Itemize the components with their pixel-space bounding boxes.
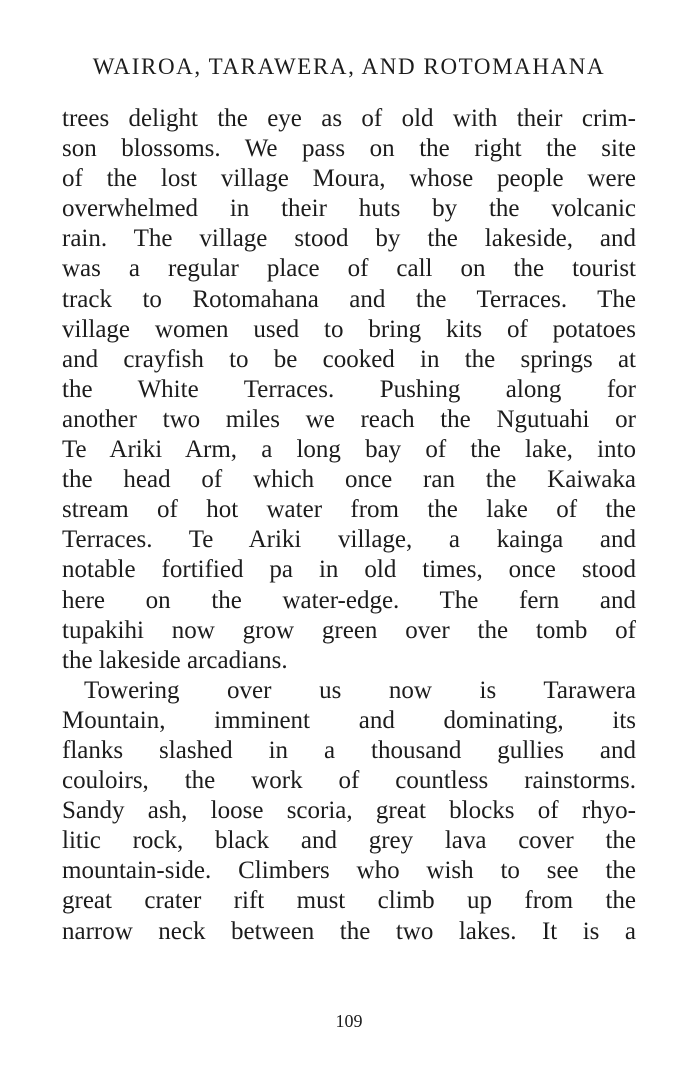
text-line: litic rock, black and grey lava cover the bbox=[62, 827, 636, 855]
running-head: WAIROA, TARAWERA, AND ROTOMAHANA bbox=[92, 54, 606, 79]
text-line: narrow neck between the two lakes. It is a bbox=[62, 917, 636, 945]
text-line: trees delight the eye as of old with their crim- bbox=[62, 105, 636, 132]
body-text bbox=[62, 104, 636, 947]
text-line: Mountain, imminent and dominating, its bbox=[62, 706, 636, 734]
text-line: was a regular place of call on the tourist bbox=[62, 255, 636, 283]
text-line: the lakeside arcadians. bbox=[62, 646, 288, 674]
text-line: mountain-side. Climbers who wish to see the bbox=[62, 857, 636, 885]
text-line: track to Rotomahana and the Terraces. The bbox=[62, 285, 636, 313]
paragraph bbox=[62, 104, 636, 676]
text-line: notable fortified pa in old times, once stood bbox=[62, 556, 636, 584]
text-line: rain. The village stood by the lakeside, and bbox=[62, 225, 636, 253]
text-line: Te Ariki Arm, a long bay of the lake, into bbox=[62, 436, 636, 464]
text-line: the White Terraces. Pushing along for bbox=[62, 375, 636, 403]
text-line: stream of hot water from the lake of the bbox=[62, 496, 636, 524]
book-page bbox=[62, 0, 636, 1077]
text-line: tupakihi now grow green over the tomb of bbox=[62, 616, 636, 644]
text-line: great crater rift must climb up from the bbox=[62, 887, 636, 915]
text-line: Towering over us now is Tarawera bbox=[84, 676, 636, 704]
text-line: couloirs, the work of countless rainstorms. bbox=[62, 767, 636, 795]
text-line: flanks slashed in a thousand gullies and bbox=[62, 736, 636, 764]
text-line: the head of which once ran the Kaiwaka bbox=[62, 466, 636, 494]
text-line: Sandy ash, loose scoria, great blocks of rhyo- bbox=[62, 797, 636, 825]
text-line: overwhelmed in their huts by the volcanic bbox=[62, 195, 636, 223]
page-number: 109 bbox=[335, 1011, 363, 1031]
text-line: here on the water-edge. The fern and bbox=[62, 586, 636, 614]
text-line: Terraces. Te Ariki village, a kainga and bbox=[62, 526, 636, 554]
text-line: another two miles we reach the Ngutuahi or bbox=[62, 405, 636, 433]
text-line: village women used to bring kits of potatoes bbox=[62, 315, 636, 343]
text-line: and crayfish to be cooked in the springs at bbox=[62, 345, 636, 373]
text-line: son blossoms. We pass on the right the site bbox=[62, 135, 636, 163]
paragraph bbox=[62, 676, 636, 947]
text-line: of the lost village Moura, whose people were bbox=[62, 165, 636, 193]
